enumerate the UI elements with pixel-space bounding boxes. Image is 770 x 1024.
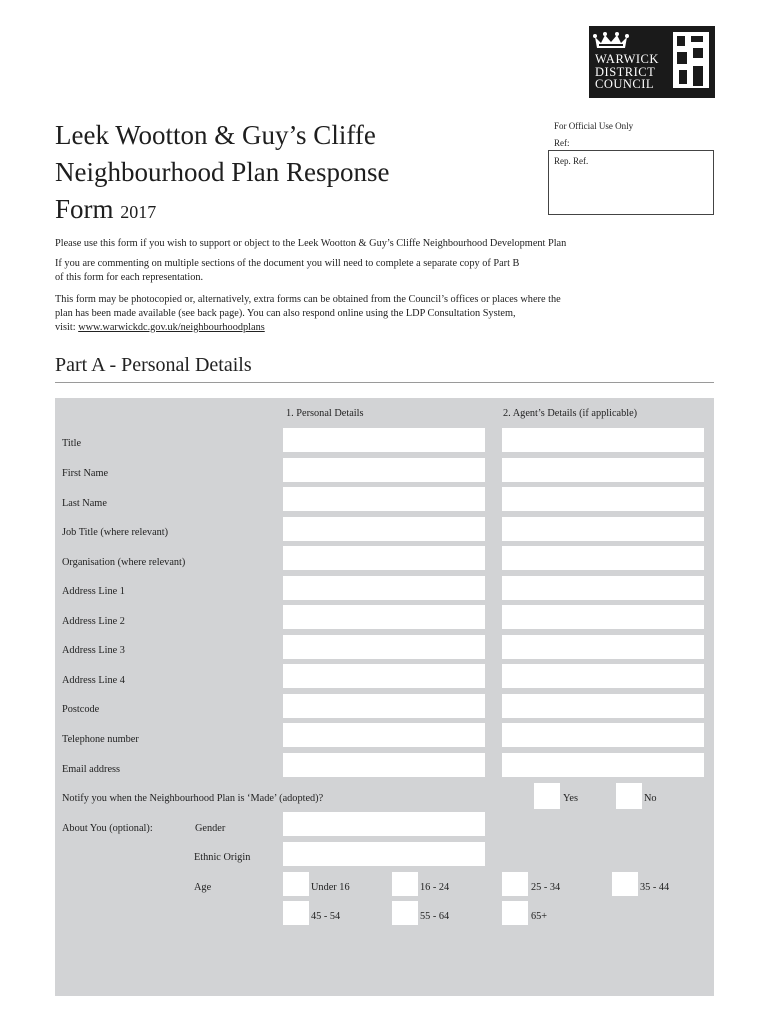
address-line-2-field[interactable]	[283, 605, 485, 629]
col-agent-details: 2. Agent’s Details (if applicable)	[503, 408, 638, 419]
agent-address-line-2-field[interactable]	[502, 605, 704, 629]
row-label-address-1: Address Line 1	[62, 586, 125, 597]
age-45-54-checkbox[interactable]	[283, 901, 309, 925]
agent-address-line-1-field[interactable]	[502, 576, 704, 600]
agent-address-line-4-field[interactable]	[502, 664, 704, 688]
title-year: 2017	[120, 202, 157, 222]
age-35-44-checkbox[interactable]	[612, 872, 638, 896]
agent-last-name-field[interactable]	[502, 487, 704, 511]
age-25-34-checkbox[interactable]	[502, 872, 528, 896]
row-label-organisation: Organisation (where relevant)	[62, 557, 186, 568]
gender-label: Gender	[195, 823, 226, 834]
age-25-34-label: 25 - 34	[531, 882, 561, 893]
postcode-field[interactable]	[283, 694, 485, 718]
agent-organisation-field[interactable]	[502, 546, 704, 570]
notify-yes-label: Yes	[563, 793, 578, 804]
crown-icon	[593, 31, 629, 51]
age-55-64-label: 55 - 64	[420, 911, 450, 922]
agent-address-line-3-field[interactable]	[502, 635, 704, 659]
official-use-heading: For Official Use Only	[554, 121, 634, 131]
row-label-postcode: Postcode	[62, 704, 100, 715]
agent-email-field[interactable]	[502, 753, 704, 777]
logo-line-1: WARWICK	[595, 52, 659, 66]
row-label-address-3: Address Line 3	[62, 645, 125, 656]
rep-ref-box	[548, 150, 714, 215]
email-field[interactable]	[283, 753, 485, 777]
telephone-field[interactable]	[283, 723, 485, 747]
row-label-address-4: Address Line 4	[62, 675, 125, 686]
intro-visit-label: visit:	[55, 322, 79, 333]
row-label-address-2: Address Line 2	[62, 616, 125, 627]
organisation-field[interactable]	[283, 546, 485, 570]
notify-question: Notify you when the Neighbourhood Plan is ‘Made’ (adopted)?	[62, 793, 324, 804]
notify-no-checkbox[interactable]	[616, 783, 642, 809]
age-under-16-checkbox[interactable]	[283, 872, 309, 896]
intro-paragraph-2a: If you are commenting on multiple sections of the document you will need to complete a separate copy of Part B	[55, 258, 520, 269]
age-label: Age	[194, 882, 212, 893]
col-personal-details: 1. Personal Details	[286, 408, 364, 419]
logo-line-3: COUNCIL	[595, 77, 655, 91]
row-label-last-name: Last Name	[62, 498, 107, 509]
ethnic-origin-field[interactable]	[283, 842, 485, 866]
agent-title-field[interactable]	[502, 428, 704, 452]
neighbourhood-plans-link[interactable]: www.warwickdc.gov.uk/neighbourhoodplans	[78, 322, 265, 333]
personal-details-panel	[55, 398, 714, 996]
age-35-44-label: 35 - 44	[640, 882, 670, 893]
title-line-1: Leek Wootton & Guy’s Cliffe	[55, 120, 376, 150]
ref-label: Ref:	[554, 138, 570, 148]
row-label-first-name: First Name	[62, 468, 109, 479]
part-a-heading: Part A - Personal Details	[55, 354, 252, 376]
last-name-field[interactable]	[283, 487, 485, 511]
title-line-2: Neighbourhood Plan Response	[55, 157, 390, 187]
divider	[55, 382, 714, 383]
age-45-54-label: 45 - 54	[311, 911, 341, 922]
intro-paragraph-1: Please use this form if you wish to support or object to the Leek Wootton & Guy’s Cliffe Neighbourhood Development Plan	[55, 238, 567, 249]
age-under-16-label: Under 16	[311, 882, 350, 893]
ethnic-origin-label: Ethnic Origin	[194, 852, 251, 863]
title-line-3: Form	[55, 194, 114, 224]
agent-job-title-field[interactable]	[502, 517, 704, 541]
address-line-1-field[interactable]	[283, 576, 485, 600]
job-title-field[interactable]	[283, 517, 485, 541]
row-label-telephone: Telephone number	[62, 734, 139, 745]
warwick-district-council-logo	[589, 26, 715, 98]
agent-first-name-field[interactable]	[502, 458, 704, 482]
row-label-title: Title	[62, 438, 82, 449]
tower-icon	[671, 30, 711, 96]
address-line-3-field[interactable]	[283, 635, 485, 659]
notify-yes-checkbox[interactable]	[534, 783, 560, 809]
about-you-label: About You (optional):	[62, 823, 153, 834]
rep-ref-label: Rep. Ref.	[554, 156, 589, 166]
address-line-4-field[interactable]	[283, 664, 485, 688]
age-65-plus-label: 65+	[531, 911, 548, 922]
gender-field[interactable]	[283, 812, 485, 836]
title-field[interactable]	[283, 428, 485, 452]
age-16-24-label: 16 - 24	[420, 882, 450, 893]
row-label-email: Email address	[62, 764, 121, 775]
age-55-64-checkbox[interactable]	[392, 901, 418, 925]
agent-postcode-field[interactable]	[502, 694, 704, 718]
row-label-job-title: Job Title (where relevant)	[62, 527, 169, 538]
page-title	[55, 117, 525, 231]
age-16-24-checkbox[interactable]	[392, 872, 418, 896]
logo-line-2: DISTRICT	[595, 64, 656, 79]
first-name-field[interactable]	[283, 458, 485, 482]
intro-paragraph-2b: of this form for each representation.	[55, 272, 204, 283]
age-65-plus-checkbox[interactable]	[502, 901, 528, 925]
intro-paragraph-3a: This form may be photocopied or, alternatively, extra forms can be obtained from the Council’s offices or places where the	[55, 294, 561, 305]
agent-telephone-field[interactable]	[502, 723, 704, 747]
intro-paragraph-3b: plan has been made available (see back page). You can also respond online using the LDP Consultation System,	[55, 308, 516, 319]
notify-no-label: No	[644, 793, 657, 804]
